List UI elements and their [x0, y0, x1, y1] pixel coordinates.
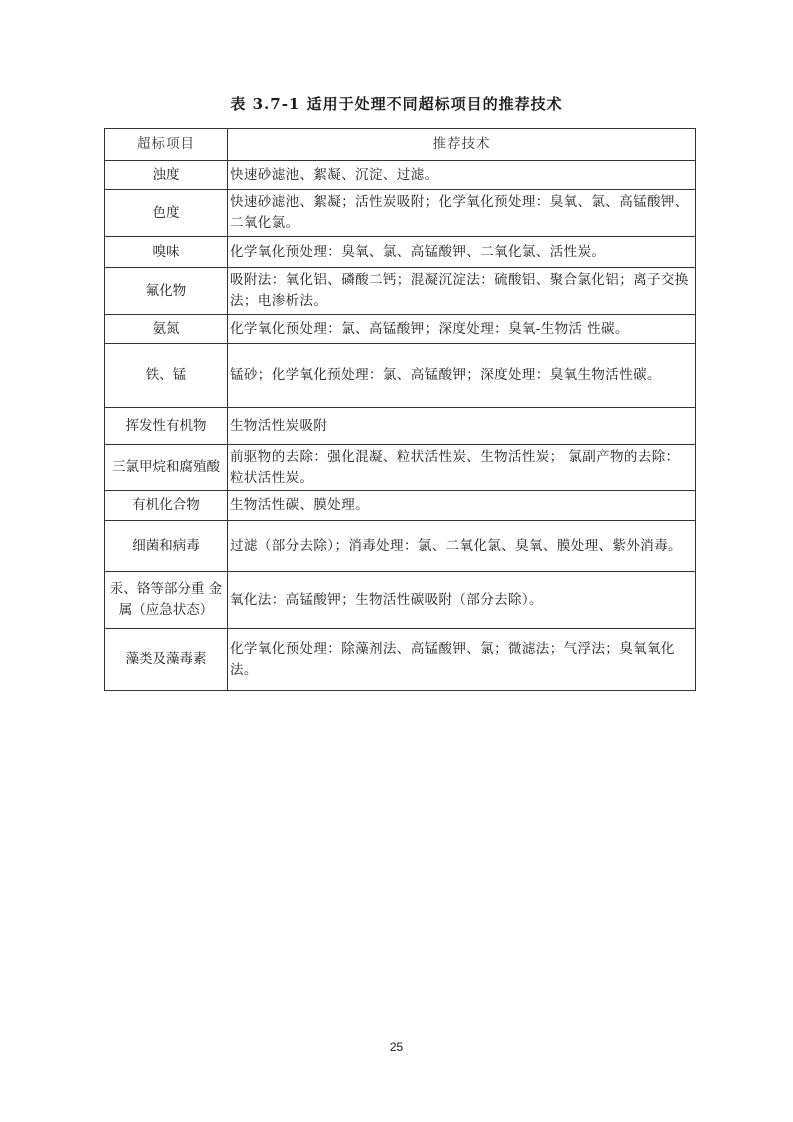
row-item: 浊度	[105, 161, 228, 190]
row-technology: 生物活性炭吸附	[228, 408, 696, 445]
row-technology: 快速砂滤池、絮凝；活性炭吸附；化学氧化预处理：臭氧、氯、高锰酸钾、二氧化氯。	[228, 190, 696, 237]
row-technology: 锰砂；化学氧化预处理：氯、高锰酸钾；深度处理：臭氧生物活性碳。	[228, 344, 696, 408]
row-technology: 化学氧化预处理：臭氧、氯、高锰酸钾、二氧化氯、活性炭。	[228, 237, 696, 268]
table-row	[105, 408, 696, 445]
table-row	[105, 491, 696, 521]
row-technology: 化学氧化预处理：氯、高锰酸钾；深度处理：臭氧-生物活 性碳。	[228, 315, 696, 344]
table-row	[105, 572, 696, 629]
row-item: 有机化合物	[105, 491, 228, 521]
row-item: 铁、锰	[105, 344, 228, 408]
table-row	[105, 190, 696, 237]
row-technology: 吸附法：氧化铝、磷酸二钙；混凝沉淀法：硫酸铝、聚合氯化铝；离子交换法；电渗析法。	[228, 268, 696, 315]
header-recommended-technology: 推荐技术	[228, 129, 696, 161]
table-header-row	[105, 129, 696, 161]
recommended-technology-table	[104, 128, 696, 691]
row-item: 细菌和病毒	[105, 521, 228, 572]
table-row	[105, 315, 696, 344]
row-item: 汞、铬等部分重 金属（应急状态）	[105, 572, 228, 629]
row-technology: 化学氧化预处理：除藻剂法、高锰酸钾、氯；微滤法；气浮法；臭氧氧化法。	[228, 629, 696, 691]
row-technology: 前驱物的去除：强化混凝、粒状活性炭、生物活性炭； 氯副产物的去除：粒状活性炭。	[228, 445, 696, 491]
row-item: 嗅味	[105, 237, 228, 268]
table-row	[105, 629, 696, 691]
row-item: 色度	[105, 190, 228, 237]
row-item: 三氯甲烷和腐殖酸	[105, 445, 228, 491]
row-item: 氟化物	[105, 268, 228, 315]
table-row	[105, 521, 696, 572]
row-item: 氨氮	[105, 315, 228, 344]
table-row	[105, 344, 696, 408]
row-item: 藻类及藻毒素	[105, 629, 228, 691]
row-technology: 生物活性碳、膜处理。	[228, 491, 696, 521]
header-exceed-item: 超标项目	[105, 129, 228, 161]
table-row	[105, 445, 696, 491]
row-technology: 过滤（部分去除）；消毒处理：氯、二氧化氯、臭氧、膜处理、紫外消毒。	[228, 521, 696, 572]
table-row	[105, 237, 696, 268]
row-technology: 快速砂滤池、絮凝、沉淀、过滤。	[228, 161, 696, 190]
table-row	[105, 268, 696, 315]
row-item: 挥发性有机物	[105, 408, 228, 445]
row-technology: 氧化法：高锰酸钾；生物活性碳吸附（部分去除）。	[228, 572, 696, 629]
table-title: 表 3.7-1 适用于处理不同超标项目的推荐技术	[230, 95, 563, 113]
table-row	[105, 161, 696, 190]
page-number: 25	[389, 1040, 404, 1054]
